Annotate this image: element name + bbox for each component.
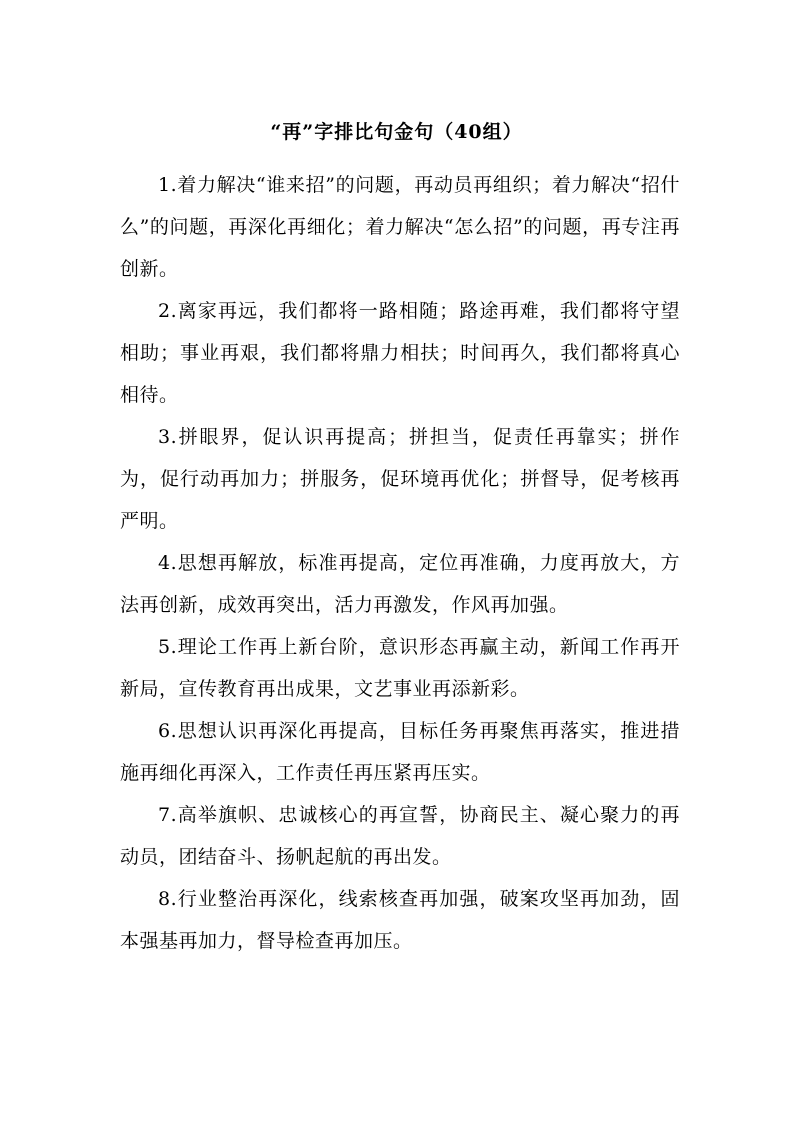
- paragraph-4: 4.思想再解放，标准再提高，定位再准确，力度再放大，方法再创新，成效再突出，活力再激发，作风再加强。: [120, 552, 680, 616]
- paragraph-2: 2.离家再远，我们都将一路相随；路途再难，我们都将守望相助；事业再艰，我们都将鼎力相扶；时间再久，我们都将真心相待。: [120, 300, 680, 406]
- document-title: “再”字排比句金句（40组）: [270, 121, 523, 143]
- paragraph-7: 7.高举旗帜、忠诚核心的再宣誓，协商民主、凝心聚力的再动员，团结奋斗、扬帆起航的再出发。: [120, 804, 680, 868]
- paragraph-1: 1.着力解决“谁来招”的问题，再动员再组织；着力解决“招什么”的问题，再深化再细化；着力解决“怎么招”的问题，再专注再创新。: [120, 174, 680, 280]
- paragraph-6: 6.思想认识再深化再提高，目标任务再聚焦再落实，推进措施再细化再深入，工作责任再压紧再压实。: [120, 720, 680, 784]
- paragraph-3: 3.拼眼界，促认识再提高；拼担当，促责任再靠实；拼作为，促行动再加力；拼服务，促环境再优化；拼督导，促考核再严明。: [120, 426, 680, 532]
- paragraph-5: 5.理论工作再上新台阶，意识形态再赢主动，新闻工作再开新局，宣传教育再出成果，文艺事业再添新彩。: [120, 636, 680, 700]
- paragraph-8: 8.行业整治再深化，线索核查再加强，破案攻坚再加劲，固本强基再加力，督导检查再加压。: [120, 888, 680, 952]
- document-body: [120, 164, 680, 962]
